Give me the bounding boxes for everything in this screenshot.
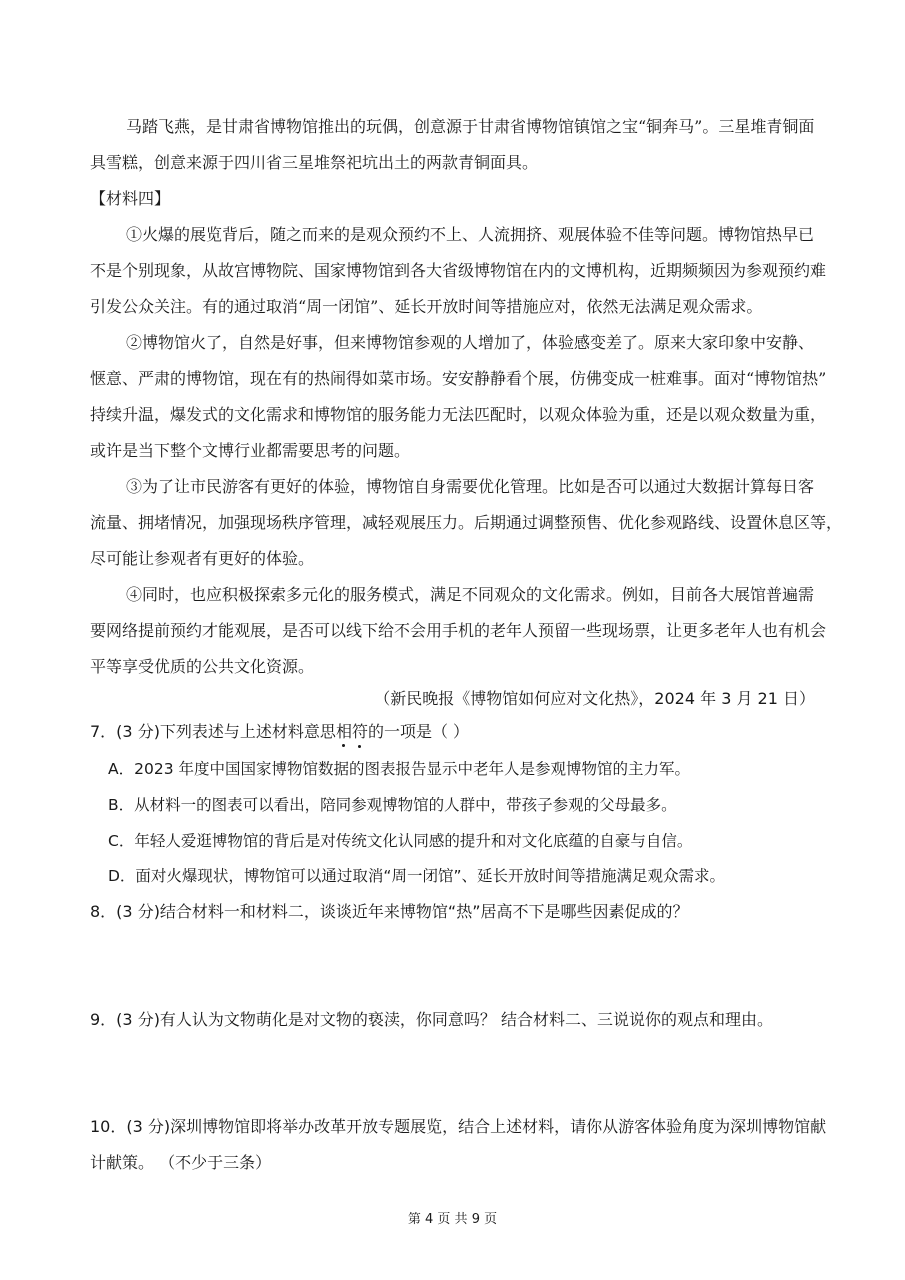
page-number-footer: 第 4 页 共 9 页 (407, 1212, 498, 1227)
material4-p1-line-3: 引发公众关注。有的通过取消“周一闭馆”、延长开放时间等措施应对，依然无法满足观众需求。 (90, 297, 763, 316)
question-7-option-b[interactable]: B．从材料一的图表可以看出，陪同参观博物馆的人群中，带孩子参观的父母最多。 (108, 796, 677, 814)
material3-line-1: 马踏飞燕，是甘肃省博物馆推出的玩偶，创意源于甘肃省博物馆镇馆之宝“铜奔马”。三星堆青铜面 (126, 117, 815, 136)
material4-p4-line-1: ④同时，也应积极探索多元化的服务模式，满足不同观众的文化需求。例如，目前各大展馆普遍需 (126, 585, 815, 604)
question-7-stem-prefix: 7．(3 分)下列表述与上述材料意思 (90, 722, 336, 741)
material4-p2-line-3: 持续升温，爆发式的文化需求和博物馆的服务能力无法匹配时，以观众体验为重，还是以观众数量为重， (90, 405, 827, 424)
question-9: 9．(3 分)有人认为文物萌化是对文物的亵渎，你同意吗？ 结合材料二、三说说你的观点和理由。 (90, 1010, 774, 1029)
question-7-option-c[interactable]: C．年轻人爱逛博物馆的背后是对传统文化认同感的提升和对文化底蕴的自豪与自信。 (108, 832, 693, 850)
material4-p1-line-2: 不是个别现象，从故宫博物院、国家博物馆到各大省级博物馆在内的文博机构，近期频频因为参观预约难 (90, 261, 827, 280)
emphasis-dot-char-2: 符 (351, 722, 368, 741)
question-10-line-2: 计献策。 （不少于三条） (90, 1153, 272, 1172)
question-10-line-1: 10．(3 分)深圳博物馆即将举办改革开放专题展览，结合上述材料，请你从游客体验角度为深圳博物馆献 (90, 1117, 827, 1136)
material4-heading: 【材料四】 (90, 189, 171, 208)
material4-p2-line-2: 惬意、严肃的博物馆，现在有的热闹得如菜市场。安安静静看个展，仿佛变成一桩难事。面对“博物馆热” (90, 369, 827, 388)
material4-p2-line-1: ②博物馆火了，自然是好事，但来博物馆参观的人增加了，体验感变差了。原来大家印象中安静、 (126, 333, 815, 352)
material4-source: （新民晚报《博物馆如何应对文化热》，2024 年 3 月 21 日） (374, 689, 815, 708)
material3-line-2: 具雪糕，创意来源于四川省三星堆祭祀坑出土的两款青铜面具。 (90, 153, 539, 172)
material4-p3-line-3: 尽可能让参观者有更好的体验。 (90, 549, 315, 568)
emphasis-dot-char-1: 相 (335, 722, 352, 741)
question-8: 8．(3 分)结合材料一和材料二，谈谈近年来博物馆“热”居高不下是哪些因素促成的？ (90, 902, 689, 921)
material4-p3-line-1: ③为了让市民游客有更好的体验，博物馆自身需要优化管理。比如是否可以通过大数据计算每日客 (126, 477, 815, 496)
question-7-option-a[interactable]: A．2023 年度中国国家博物馆数据的图表报告显示中老年人是参观博物馆的主力军。 (108, 760, 690, 778)
question-7-stem (90, 722, 469, 742)
question-7-option-d[interactable]: D．面对火爆现状，博物馆可以通过取消“周一闭馆”、延长开放时间等措施满足观众需求。 (108, 867, 725, 885)
material4-p2-line-4: 或许是当下整个文博行业都需要思考的问题。 (90, 441, 411, 460)
material4-p4-line-3: 平等享受优质的公共文化资源。 (90, 657, 315, 676)
question-7-stem-suffix: 的一项是（ ） (367, 722, 470, 741)
material4-p4-line-2: 要网络提前预约才能观展，是否可以线下给不会用手机的老年人预留一些现场票，让更多老年人也有机会 (90, 621, 827, 640)
material4-p3-line-2: 流量、拥堵情况，加强现场秩序管理，减轻观展压力。后期通过调整预售、优化参观路线、设置休息区等， (90, 513, 843, 532)
material4-p1-line-1: ①火爆的展览背后，随之而来的是观众预约不上、人流拥挤、观展体验不佳等问题。博物馆热早已 (126, 225, 815, 244)
